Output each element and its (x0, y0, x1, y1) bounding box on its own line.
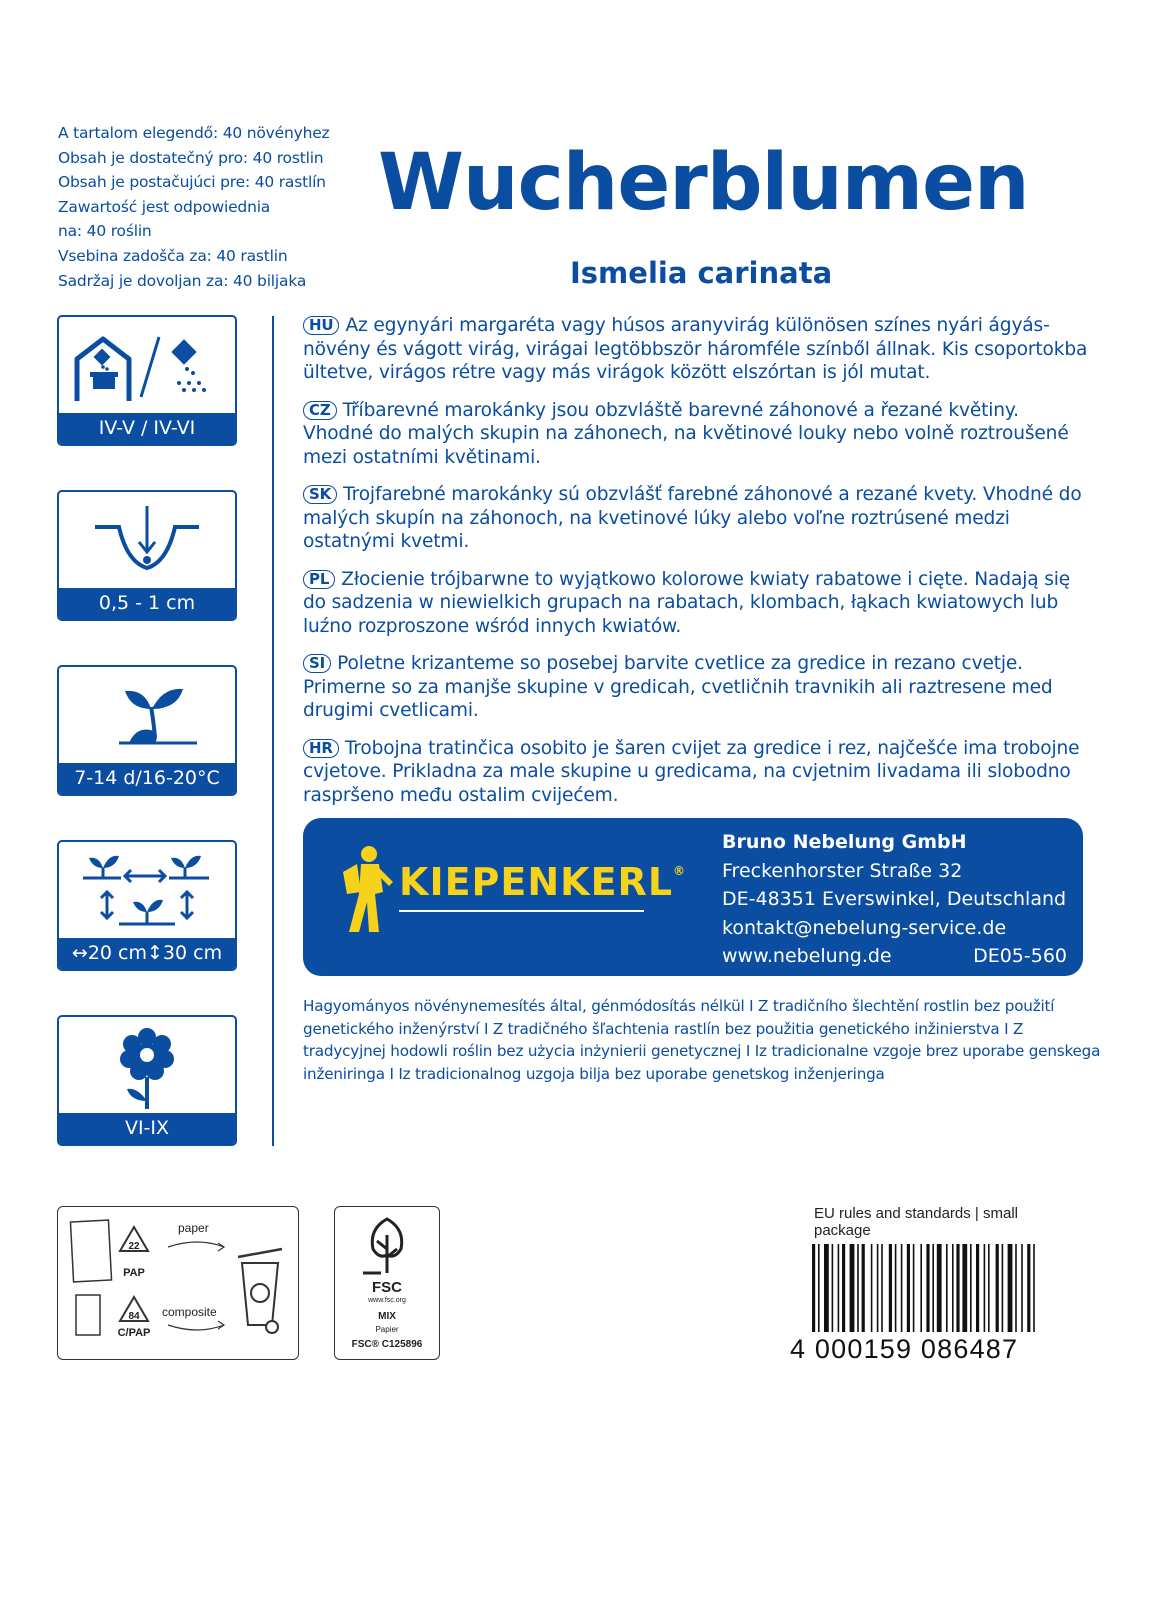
recycling-material: PAP (123, 1267, 145, 1279)
barcode-bar (824, 1244, 829, 1332)
description-hr (303, 737, 1093, 808)
contents-line: Obsah je postačujúci pre: 40 rastlín (58, 173, 326, 192)
barcode-bar (812, 1244, 815, 1332)
description-text: Poletne krizanteme so posebej barvite cvetlice za gredice in rezano cvetje. Primerne so za manjše skupine v gredicah, cvetličnih travnikih ali raztresene med drugimi cvetlicami. (303, 653, 1053, 721)
germination-icon (59, 667, 235, 763)
barcode-bar (984, 1244, 986, 1332)
descriptions (303, 314, 1093, 821)
sowing-time-label: IV-V / IV-VI (59, 413, 235, 444)
hiker-logo-icon (339, 842, 399, 942)
barcode-bar (926, 1244, 929, 1332)
registered-mark: ® (673, 864, 687, 878)
barcode-bar (857, 1244, 859, 1332)
company-street: Freckenhorster Straße 32 (722, 859, 963, 882)
contents-line: A tartalom elegendő: 40 növényhez (58, 124, 330, 142)
recycling-material: C/PAP (117, 1327, 151, 1339)
barcode-bar (895, 1244, 897, 1332)
description-text: Az egynyári margaréta vagy húsos aranyvirág különösen színes nyári ágyásnövény és vágott virág, virágai legtöbbször háromféle színből állnak. Kis csoportokba ültetve, virágos rétre vagy más virágok között elszórtan is jól mutat. (303, 315, 1088, 383)
fsc-mix: MIX (378, 1311, 396, 1322)
barcode-bar (970, 1244, 972, 1332)
fsc-tree-icon (357, 1215, 417, 1277)
barcode-bar (1008, 1244, 1013, 1332)
language-badge: PL (303, 570, 335, 589)
barcode-bar (881, 1244, 883, 1332)
barcode-bar (920, 1244, 922, 1332)
description-pl (303, 568, 1093, 639)
company-city: DE-48351 Everswinkel, Deutschland (722, 888, 1067, 910)
flowering-box (57, 1015, 237, 1146)
barcode-bar (842, 1244, 845, 1332)
barcode-bar (871, 1244, 873, 1332)
botanical-name: Ismelia carinata (570, 256, 833, 290)
sowing-depth-label: 0,5 - 1 cm (59, 588, 235, 619)
barcode-bar (1002, 1244, 1004, 1332)
barcode-bar (976, 1244, 979, 1332)
barcode-bar (832, 1244, 834, 1332)
barcode-bar (913, 1244, 915, 1332)
sowing-time-box (57, 315, 237, 446)
barcode-bar (1021, 1244, 1023, 1332)
language-badge: CZ (303, 401, 337, 420)
barcode-number: 4 000159 086487 (790, 1334, 1019, 1364)
contents-line: Sadržaj je dovoljan za: 40 biljaka (58, 271, 307, 290)
spacing-box (57, 840, 237, 971)
barcode-bar (937, 1244, 942, 1332)
description-text: Trojfarebné marokánky sú obzvlášť farebné záhonové a rezané kvety. Vhodné do malých skupín na záhonoch, na kvetinové lúky alebo voľne roztrúsené medzi ostatnými kvetmi. (303, 484, 1082, 552)
brand-underline (399, 910, 644, 912)
fsc-papier: Papier (375, 1325, 399, 1334)
language-badge: SK (303, 485, 337, 504)
brand-name: KIEPENKERL® (399, 860, 687, 904)
company-website: www.nebelung.de (722, 945, 892, 967)
barcode-bar (850, 1244, 855, 1332)
language-badge: HR (303, 739, 339, 758)
barcode-bar (907, 1244, 910, 1332)
eu-rules-note: EU rules and standards | small package (814, 1205, 1018, 1239)
company-email: kontakt@nebelung-service.de (722, 916, 1007, 939)
language-badge: SI (303, 654, 331, 673)
description-text: Złocienie trójbarwne to wyjątkowo kolorowe kwiaty rabatowe i cięte. Nadają się do sadzenia w niewielkich grupach na rabatach, klombach, łąkach kwiatowych lub luźno rozproszone wśród innych kwiatów. (303, 568, 1071, 637)
spacing-icon (59, 842, 235, 938)
contents-amount-list (58, 121, 358, 293)
fsc-url: www.fsc.org (368, 1297, 406, 1304)
recycling-box (57, 1206, 299, 1360)
barcode-bar (946, 1244, 948, 1332)
language-badge: HU (303, 316, 339, 335)
description-hu (303, 314, 1093, 385)
sowing-time-icon (59, 317, 235, 413)
contents-line: Obsah je dostatečný pro: 40 rostlin (58, 148, 324, 167)
flowering-label: VI-IX (59, 1113, 235, 1144)
sowing-depth-box (57, 490, 237, 621)
barcode-bar (996, 1244, 999, 1332)
description-text: Trobojna tratinčica osobito je šaren cvijet za gredice i rez, najčešće ima trobojne cvjetove. Prikladna za male skupine u gredicama, na cvjetnim livadama ili slobodno raspršeno među ostalim cvijećem. (303, 737, 1080, 806)
barcode-bar (818, 1244, 820, 1332)
sowing-depth-icon (59, 492, 235, 588)
company-banner (303, 818, 1083, 976)
barcode-bar (1015, 1244, 1017, 1332)
recycling-code: 22 (128, 1241, 140, 1252)
recycling-code: 84 (128, 1311, 140, 1322)
barcode-bar (889, 1244, 892, 1332)
company-code: DE05-560 (973, 945, 1067, 967)
recycling-arrow-label: paper (178, 1221, 209, 1235)
barcode-bar (877, 1244, 879, 1332)
barcode-bar (838, 1244, 840, 1332)
contents-line: na: 40 roślin (58, 222, 152, 241)
barcode-bar (1033, 1244, 1035, 1332)
description-text: Tříbarevné marokánky jsou obzvláště barevné záhonové a řezané květiny. Vhodné do malých skupin na záhonech, na květinové louky nebo volně roztroušené mezi ostatními květinami. (303, 399, 1069, 468)
description-si (303, 652, 1093, 723)
barcode-bar (932, 1244, 934, 1332)
product-title: Wucherblumen (378, 138, 1029, 228)
barcode-bar (901, 1244, 903, 1332)
barcode-bar (862, 1244, 865, 1332)
company-name: Bruno Nebelung GmbH (722, 831, 967, 853)
gmo-note: Hagyományos növénynemesítés által, génmódosítás nélkül I Z tradičního šlechtění rostlin bez použití genetického inženýrství I Z tradičného šľachtenia rastlín bez použitia genetického inžinierstva I Z tradycyjnej hodowli roślin bez użycia inżynierii genetycznej I Iz tradicionalne vzgoje brez uporabe genskega inženiringa I Iz tradicionalnog uzgoja bilja bez uporabe genetskog inženjeringa (303, 997, 1101, 1083)
contents-line: Vsebina zadošča za: 40 rastlin (58, 246, 288, 265)
barcode-bar (1027, 1244, 1030, 1332)
description-sk (303, 483, 1093, 554)
recycling-arrow-label: composite (162, 1305, 217, 1319)
barcode-bar (988, 1244, 990, 1332)
germination-box (57, 665, 237, 796)
barcode-bar (952, 1244, 954, 1332)
vertical-divider (272, 316, 274, 1146)
fsc-box (334, 1206, 440, 1360)
fsc-logo-text: FSC (372, 1279, 402, 1296)
flowering-icon (59, 1017, 235, 1113)
description-cz (303, 399, 1093, 470)
fsc-license: FSC® C125896 (351, 1339, 423, 1350)
germination-label: 7-14 d/16-20°C (59, 763, 235, 794)
spacing-label: ↔20 cm↕30 cm (59, 938, 235, 969)
barcode-bar (962, 1244, 967, 1332)
barcode-bar (956, 1244, 959, 1332)
company-address (722, 828, 1067, 971)
contents-line: Zawartość jest odpowiednia (58, 197, 271, 216)
